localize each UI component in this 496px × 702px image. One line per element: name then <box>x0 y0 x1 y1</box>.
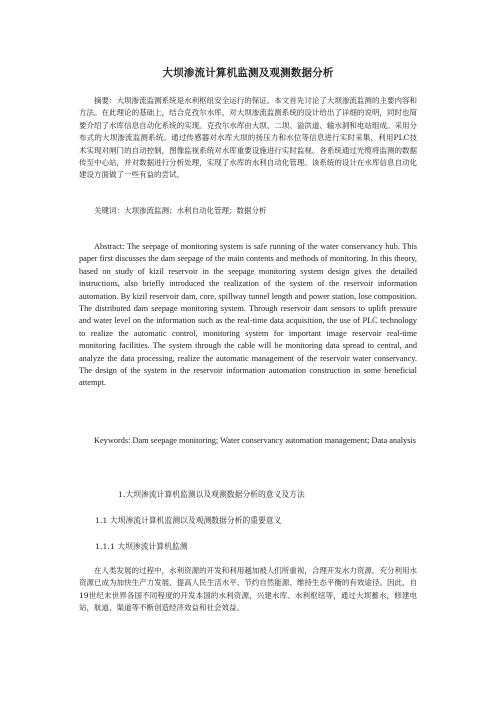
body-paragraph: 在人类发展的过程中，水利资源的开发和利用越加被人们所重视，合理开发水力资源、充分利用水资源已成为加快生产力发展、提高人民生活水平、节约自然能源、维持生态平衡的有效途径。因此，自19世纪末世界各国不同程度的开发本国的水利资源，兴建水库、水利枢纽等，通过大坝蓄水，修建电站，航道、渠道等不断创造经济效益和社会效益。 <box>79 566 417 613</box>
abstract-english: Abstract: The seepage of monitoring system is safe running of the water conservancy hub. This paper first discusses the dam seepage of the main contents and methods of monitoring. In this theory, based on study of kizil reservoir in the seepage monitoring system design gives the detailed instructions, also briefly introduced the realization of the system of the reservoir information automation. By kizil reservoir dam, core, spillway tunnel length and power station, lose composition. The distributed dam seepage monitoring system. Through reservoir dam sensors to uplift pressure and water level on the information such as the real-time data acquisition, the use of PLC technology to realize the automatic control, monitoring system for important image reservoir real-time monitoring facilities. The system through the cable will be monitoring data spread to central, and analyze the data processing, realize the automatic management of the reservoir water conservancy. The design of the system in the reservoir information automation construction in some beneficial attempt. <box>79 242 417 388</box>
document-title: 大坝渗流计算机监测及观测数据分析 <box>162 67 334 79</box>
keywords-english: Keywords: Dam seepage monitoring; Water conservancy automation management; Data analysis <box>94 436 416 445</box>
section-heading-1-1-1: 1.1.1 大坝渗流计算机监测 <box>95 542 188 551</box>
keywords-chinese: 关键词：大坝渗流监测；水利自动化管理；数据分析 <box>94 206 267 215</box>
section-heading-1-1: 1.1 大坝渗流计算机监测以及观测数据分析的重要意义 <box>95 516 282 525</box>
section-heading-1: 1.大坝渗流计算机监测以及观测数据分析的意义及方法 <box>118 490 305 499</box>
abstract-chinese: 摘要：大坝渗流监测系统是水利枢纽安全运行的保证。本文首先讨论了大坝渗流监测的主要内容和方法。在此理论的基础上，结合克孜尔水库，对大坝渗流监测系统的设计给出了详细的说明，同时也简要介绍了水库信息自动化系统的实现。克孜尔水库由大坝、二坝、溢洪道、输水洞和电站组成。采用分布式的大坝渗流监测系统。通过传感器对水库大坝的扬压力和水位等信息进行实时采集，利用PLC技术实现对闸门的自动控制，图像监视系统对水库重要设施进行实时监视。各系统通过光缆将监测的数据传至中心站，并对数据进行分析处理，实现了水库的水利自动化管理。该系统的设计在水库信息自动化建设方面做了一些有益的尝试。 <box>79 96 417 180</box>
